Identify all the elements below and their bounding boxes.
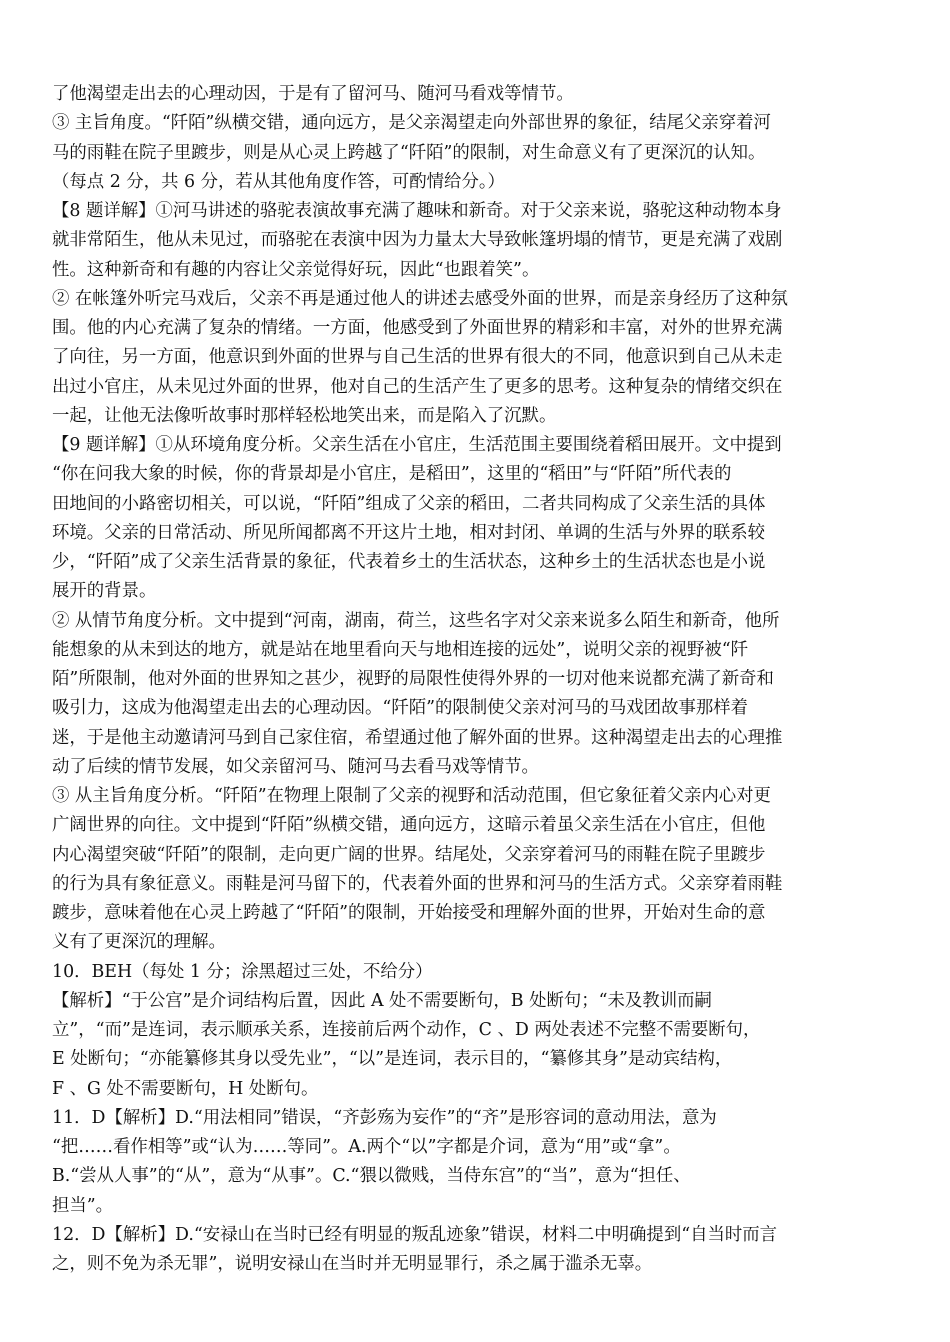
text-line: ② 在帐篷外听完马戏后，父亲不再是通过他人的讲述去感受外面的世界，而是亲身经历了这种氛 [52,288,788,309]
text-line: 义有了更深沉的理解。 [52,932,226,953]
answer-document [52,80,902,1279]
text-line: 12．D【解析】D.“安禄山在当时已经有明显的叛乱迹象”错误，材料二中明确提到“自当时而言 [52,1224,778,1245]
text-line: 围。他的内心充满了复杂的情绪。一方面，他感受到了外面世界的精彩和丰富，对外的世界充满 [52,318,783,338]
text-line: 内心渴望突破“阡陌”的限制，走向更广阔的世界。结尾处，父亲穿着河马的雨鞋在院子里踱步 [52,844,766,865]
text-line: 的行为具有象征意义。雨鞋是河马留下的，代表着外面的世界和河马的生活方式。父亲穿着雨鞋 [52,873,783,894]
text-line: （每点 2 分，共 6 分，若从其他角度作答，可酌情给分。） [52,171,505,192]
text-line: 【解析】“于公宫”是介词结构后置，因此 A 处不需要断句，B 处断句；“未及教训而嗣 [52,990,712,1011]
text-line: 立”，“而”是连词，表示顺承关系，连接前后两个动作，C 、D 两处表述不完整不需要断句， [52,1020,761,1040]
text-line: 就非常陌生，他从未见过，而骆驼在表演中因为力量太大导致帐篷坍塌的情节，更是充满了戏剧 [52,230,783,251]
text-line: 了向往，另一方面，他意识到外面的世界与自己生活的世界有很大的不同，他意识到自己从未走 [52,347,783,368]
text-line: ③ 主旨角度。“阡陌”纵横交错，通向远方，是父亲渴望走向外部世界的象征，结尾父亲穿着河 [52,113,771,134]
text-line: “把……看作相等”或“认为……等同”。A.两个“以”字都是介词，意为“用”或“拿”。 [52,1137,681,1157]
text-line: ② 从情节角度分析。文中提到“河南，湖南，荷兰，这些名字对父亲来说多么陌生和新奇，他所 [52,610,780,631]
text-line: “你在问我大象的时候，你的背景却是小官庄，是稻田”，这里的“稻田”与“阡陌”所代表的 [52,464,732,485]
text-line: 10．BEH（每处 1 分；涂黑超过三处，不给分） [52,961,433,982]
text-line: E 处断句；“亦能纂修其身以受先业”，“以”是连词，表示目的，“纂修其身”是动宾结构， [52,1049,733,1070]
text-line: 能想象的从未到达的地方，就是站在地里看向天与地相连接的远处”，说明父亲的视野被“阡 [52,639,749,660]
text-line: 【9 题详解】①从环境角度分析。父亲生活在小官庄，生活范围主要围绕着稻田展开。文中提到 [52,435,782,455]
text-line: 田地间的小路密切相关，可以说，“阡陌”组成了父亲的稻田，二者共同构成了父亲生活的具体 [52,493,766,514]
text-line: 出过小官庄，从未见过外面的世界，他对自己的生活产生了更多的思考。这种复杂的情绪交织在 [52,376,783,397]
text-line: 吸引力，这成为他渴望走出去的心理动因。“阡陌”的限制使父亲对河马的马戏团故事那样着 [52,698,749,719]
text-line: 性。这种新奇和有趣的内容让父亲觉得好玩，因此“也跟着笑”。 [52,259,540,280]
text-line: 环境。父亲的日常活动、所见所闻都离不开这片土地，相对封闭、单调的生活与外界的联系较 [52,522,766,543]
text-line: F 、G 处不需要断句，H 处断句。 [52,1078,319,1099]
text-line: 了他渴望走出去的心理动因，于是有了留河马、随河马看戏等情节。 [52,84,574,104]
text-line: 一起，让他无法像听故事时那样轻松地笑出来，而是陷入了沉默。 [52,405,557,426]
text-line: 少，“阡陌”成了父亲生活背景的象征，代表着乡土的生活状态，这种乡土的生活状态也是小说 [52,552,766,572]
text-line: 展开的背景。 [52,581,157,602]
text-line: 11．D【解析】D.“用法相同”错误，“齐彭殇为妄作”的“齐”是形容词的意动用法，意为 [52,1107,717,1128]
text-line: 广阔世界的向往。文中提到“阡陌”纵横交错，通向远方，这暗示着虽父亲生活在小官庄，但他 [52,815,766,836]
text-line: 马的雨鞋在院子里踱步，则是从心灵上跨越了“阡陌”的限制，对生命意义有了更深沉的认知。 [52,142,766,163]
text-line: 【8 题详解】①河马讲述的骆驼表演故事充满了趣味和新奇。对于父亲来说，骆驼这种动物本身 [52,201,782,221]
text-line: 动了后续的情节发展，如父亲留河马、随河马去看马戏等情节。 [52,756,539,777]
text-line: 之，则不免为杀无罪”，说明安禄山在当时并无明显罪行，杀之属于滥杀无辜。 [52,1254,653,1274]
text-line: 担当”。 [52,1195,114,1216]
text-line: ③ 从主旨角度分析。“阡陌”在物理上限制了父亲的视野和活动范围，但它象征着父亲内心对更 [52,786,771,806]
text-line: 迷，于是他主动邀请河马到自己家住宿，希望通过他了解外面的世界。这种渴望走出去的心理推 [52,727,783,748]
text-line: B.“尝从人事”的“从”，意为“从事”。C.“猥以微贱，当侍东宫”的“当”，意为“担任、 [52,1166,691,1187]
text-line: 踱步，意味着他在心灵上跨越了“阡陌”的限制，开始接受和理解外面的世界，开始对生命的意 [52,903,766,923]
text-line: 陌”所限制，他对外面的世界知之甚少，视野的局限性使得外界的一切对他来说都充满了新奇和 [52,669,774,689]
